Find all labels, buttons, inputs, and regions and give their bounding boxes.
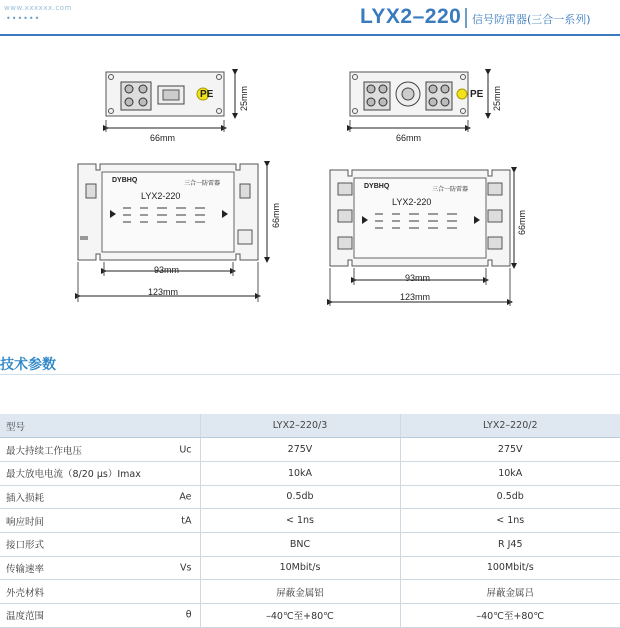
value-col1: –40℃至+80℃ xyxy=(200,604,400,628)
table-row xyxy=(0,461,620,485)
header-bar xyxy=(0,0,620,34)
small-device-left xyxy=(106,72,235,132)
product-subtitle: 信号防雷器(三合一系列) xyxy=(472,13,591,26)
inner-width-label-left: 93mm xyxy=(154,265,180,275)
brand-left: DYBHQ xyxy=(112,177,138,184)
table-row xyxy=(0,532,620,556)
value-col2: < 1ns xyxy=(400,509,620,533)
table-header-row xyxy=(0,414,620,438)
small-right-height-label: 25mm xyxy=(492,85,502,111)
outer-width-label-right: 123mm xyxy=(400,292,431,302)
kind-left: 三合一防雷器 xyxy=(184,181,221,187)
table-row xyxy=(0,604,620,628)
small-left-width-label: 66mm xyxy=(150,133,176,143)
large-device-left xyxy=(78,164,267,302)
table-row xyxy=(0,556,620,580)
param-symbol: tA xyxy=(181,515,192,527)
technical-drawings xyxy=(0,40,620,310)
value-col1: BNC xyxy=(200,532,400,556)
value-col1: 屏蔽金属铝 xyxy=(200,580,400,604)
param-symbol: Uc xyxy=(179,444,192,456)
param-name: 最大持续工作电压 xyxy=(6,445,83,457)
value-col1: 10Mbit/s xyxy=(200,556,400,580)
value-col2: R J45 xyxy=(400,532,620,556)
height-label-left: 66mm xyxy=(271,202,281,228)
value-col1: 10kA xyxy=(200,461,400,485)
small-device-right xyxy=(350,72,488,132)
value-col1: 0.5db xyxy=(200,485,400,509)
small-left-height-label: 25mm xyxy=(239,85,249,111)
header-col1: LYX2–220/3 xyxy=(200,414,400,438)
height-label-right: 66mm xyxy=(517,209,527,235)
table-row xyxy=(0,485,620,509)
param-name: 外壳材料 xyxy=(6,587,45,599)
value-col2: 275V xyxy=(400,438,620,462)
header-dots: •••••• xyxy=(6,14,41,23)
param-name: 响应时间 xyxy=(6,516,45,528)
spec-table xyxy=(0,414,620,628)
table-row xyxy=(0,509,620,533)
value-col2: 0.5db xyxy=(400,485,620,509)
device-model-right: LYX2-220 xyxy=(392,197,432,207)
header-col2: LYX2–220/2 xyxy=(400,414,620,438)
value-col2: 屏蔽金属吕 xyxy=(400,580,620,604)
header-param: 型号 xyxy=(0,414,200,438)
table-row xyxy=(0,580,620,604)
outer-width-label-left: 123mm xyxy=(148,287,179,297)
pe-label-left: PE xyxy=(200,89,214,100)
kind-right: 三合一防雷器 xyxy=(432,187,469,193)
value-col1: < 1ns xyxy=(200,509,400,533)
table-row xyxy=(0,438,620,462)
value-col2: –40℃至+80℃ xyxy=(400,604,620,628)
title-separator xyxy=(465,8,467,28)
value-col2: 10kA xyxy=(400,461,620,485)
param-symbol: Ae xyxy=(179,491,192,503)
value-col2: 100Mbit/s xyxy=(400,556,620,580)
section-divider xyxy=(0,374,620,375)
product-model-title: LYX2–220 xyxy=(360,5,462,28)
brand-right: DYBHQ xyxy=(364,183,390,190)
section-title: 技术参数 xyxy=(0,357,56,373)
site-url: www.xxxxxx.com xyxy=(4,4,72,12)
large-device-right xyxy=(330,170,514,306)
value-col1: 275V xyxy=(200,438,400,462)
param-symbol: Vs xyxy=(180,562,192,574)
inner-width-label-right: 93mm xyxy=(405,273,431,283)
small-right-width-label: 66mm xyxy=(396,133,422,143)
param-name: 温度范围 xyxy=(6,611,45,623)
param-name: 接口形式 xyxy=(6,540,45,552)
device-model-left: LYX2-220 xyxy=(141,191,181,201)
header-rule xyxy=(0,34,620,36)
drawings-svg xyxy=(0,40,620,310)
param-name: 最大放电电流（8/20 μs）Imax xyxy=(6,469,141,481)
param-name: 插入损耗 xyxy=(6,492,45,504)
param-symbol: θ xyxy=(185,609,192,621)
pe-label-right: PE xyxy=(470,89,484,100)
param-name: 传输速率 xyxy=(6,563,45,575)
